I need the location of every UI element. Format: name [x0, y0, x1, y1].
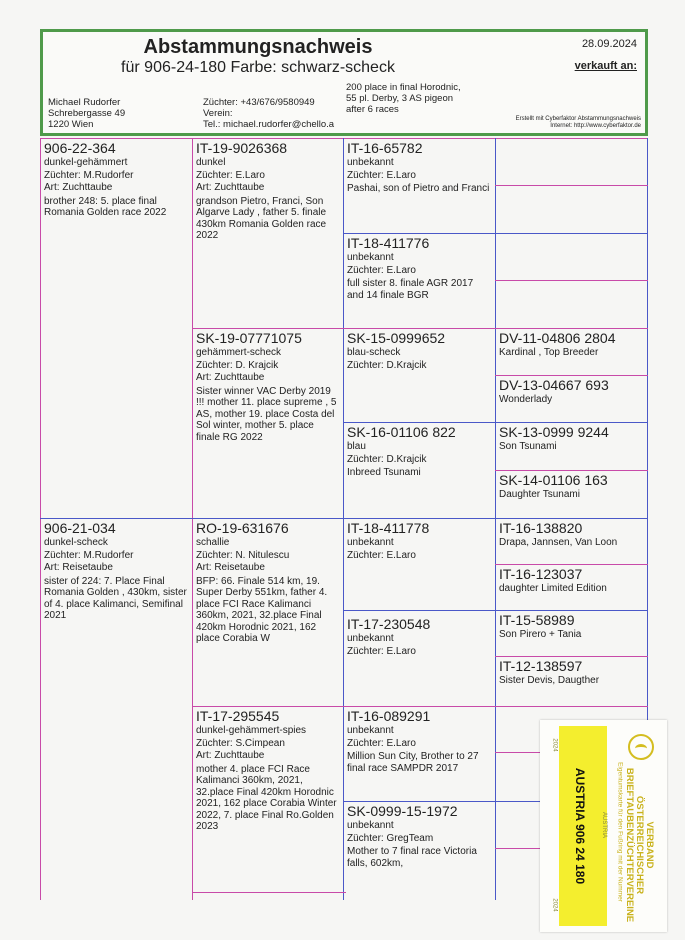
- row-divider: [495, 375, 648, 376]
- ring-number: SK-14-01106 163: [499, 472, 608, 488]
- pigeon-color: unbekannt: [347, 537, 394, 548]
- ring-number: IT-16-138820: [499, 520, 583, 536]
- great-grandparent-cell: [343, 422, 495, 518]
- ancestor-cell: [495, 518, 648, 564]
- sticker-year: 2024: [551, 898, 558, 912]
- ancestor-cell: [495, 564, 648, 610]
- pigeon-color: unbekannt: [347, 252, 394, 263]
- ring-number: DV-11-04806 2804: [499, 330, 616, 346]
- great-grandparent-cell: [343, 610, 495, 706]
- breeder: Züchter: E.Laro: [347, 264, 416, 276]
- pigeon-color: gehämmert-scheck: [196, 347, 282, 358]
- pigeon-note: Pashai, son of Pietro and Franci: [347, 183, 490, 194]
- pigeon-note: Son Pirero + Tania: [499, 629, 582, 640]
- ancestor-cell: [495, 422, 648, 470]
- ring-number: IT-12-138597: [499, 658, 583, 674]
- grandparent-cell: [192, 706, 343, 900]
- pigeon-color: blau: [347, 441, 366, 452]
- pigeon-note: Inbreed Tsunami: [347, 467, 421, 478]
- breeder: Züchter: GregTeam: [347, 832, 434, 844]
- pigeon-color: schallie: [196, 537, 230, 548]
- breeder: Züchter: M.Rudorfer: [44, 169, 134, 181]
- row-divider: [192, 706, 648, 707]
- breeder: Züchter: N. Nitulescu: [196, 549, 290, 561]
- ring-number: IT-16-089291: [347, 708, 431, 724]
- pigeon-logo-icon: [628, 734, 654, 760]
- pigeon-color: dunkel: [196, 157, 226, 168]
- pigeon-note: Drapa, Jannsen, Van Loon: [499, 537, 618, 548]
- pigeon-color: blau-scheck: [347, 347, 401, 358]
- sticker-country: AUSTRIA: [601, 811, 608, 839]
- pigeon-color: dunkel-gehämmert: [44, 157, 128, 168]
- breeder: Züchter: E.Laro: [347, 549, 416, 561]
- grandparent-cell: [192, 328, 343, 518]
- pigeon-note: grandson Pietro, Franci, Son Algarve Lady , father 5. finale 430km Romania Golden race 2022: [196, 195, 327, 241]
- ancestor-cell: [495, 375, 648, 422]
- column-divider: [343, 138, 344, 900]
- sticker-ring-number: AUSTRIA 906 24 180: [573, 767, 587, 885]
- great-grandparent-cell: [343, 233, 495, 328]
- great-grandparent-cell: [343, 706, 495, 801]
- document-subtitle: für 906-24-180 Farbe: schwarz-scheck: [121, 59, 395, 76]
- pigeon-note: mother 4. place FCI Race Kalimanci 360km, 2021, 32.place Final 420km Horodnic 2021, 162 place Corabia Winter 2022, 7. place Final Ro.Golden 2023: [196, 763, 337, 832]
- software-credit: Erstellt mit Cyberfaktor Abstammungsnachweis Internet: http://www.cyberfaktor.de: [515, 116, 641, 129]
- ring-number: IT-15-58989: [499, 612, 575, 628]
- row-divider: [192, 892, 346, 893]
- breeder: Züchter: D.Krajcik: [347, 453, 427, 465]
- ancestor-cell: [495, 610, 648, 656]
- great-grandparent-cell: [343, 138, 495, 233]
- great-grandparent-cell: [343, 328, 495, 422]
- pigeon-color: unbekannt: [347, 820, 394, 831]
- ring-number: DV-13-04667 693: [499, 377, 609, 393]
- pigeon-type: Art: Zuchttaube: [44, 182, 113, 193]
- ring-number: 906-21-034: [44, 520, 116, 536]
- grid-border: [40, 138, 41, 900]
- great-grandparent-cell: [343, 518, 495, 610]
- pigeon-note: Million Sun City, Brother to 27 final race SAMPDR 2017: [347, 751, 479, 774]
- breeder: Züchter: E.Laro: [196, 169, 265, 181]
- parent-cell: [40, 138, 192, 518]
- pigeon-note: Sister Devis, Daugther: [499, 675, 600, 686]
- row-divider: [495, 470, 648, 471]
- ring-number: SK-0999-15-1972: [347, 803, 458, 819]
- ring-number: IT-19-9026368: [196, 140, 288, 156]
- subject-achievements: 200 place in final Horodnic, 55 pl. Derby, 3 AS pigeon after 6 races: [346, 82, 461, 115]
- row-divider: [495, 656, 648, 657]
- breeder: Züchter: E.Laro: [347, 737, 416, 749]
- pigeon-color: unbekannt: [347, 157, 394, 168]
- pigeon-note: sister of 224: 7. Place Final Romania Golden , 430km, sister of 4. place Kalimanci, Semifinal 2021: [44, 575, 187, 621]
- breeder: Züchter: E.Laro: [347, 169, 416, 181]
- ring-number: SK-15-0999652: [347, 330, 446, 346]
- ring-number: IT-17-230548: [347, 616, 431, 632]
- row-divider: [495, 280, 648, 281]
- ring-number: SK-16-01106 822: [347, 424, 456, 440]
- sticker-organization: VERBAND ÖSTERREICHISCHER BRIEFTAUBENZÜCHTERVEREINE: [624, 767, 655, 923]
- pigeon-type: Art: Reisetaube: [196, 562, 265, 573]
- breeder: Züchter: D. Krajcik: [196, 359, 279, 371]
- ring-sticker: [540, 720, 667, 932]
- row-divider: [40, 518, 648, 519]
- breeder: Züchter: M.Rudorfer: [44, 549, 134, 561]
- column-divider: [192, 138, 193, 900]
- header-box: [40, 29, 648, 136]
- pigeon-type: Art: Zuchttaube: [196, 750, 265, 761]
- pigeon-note: Son Tsunami: [499, 441, 557, 452]
- ancestor-cell: [495, 328, 648, 375]
- ring-number: IT-17-295545: [196, 708, 280, 724]
- pigeon-color: dunkel-scheck: [44, 537, 108, 548]
- ring-number: 906-22-364: [44, 140, 116, 156]
- ring-number: IT-18-411778: [347, 520, 430, 536]
- pigeon-note: brother 248: 5. place final Romania Golden race 2022: [44, 195, 167, 218]
- document-title: Abstammungsnachweis: [143, 36, 373, 58]
- breeder-contact: Züchter: +43/676/9580949 Verein: Tel.: michael.rudorfer@chello.a: [203, 97, 335, 130]
- ring-number: SK-13-0999 9244: [499, 424, 609, 440]
- pigeon-color: dunkel-gehämmert-spies: [196, 725, 307, 736]
- row-divider: [495, 564, 648, 565]
- sticker-year: 2024: [551, 738, 558, 752]
- pigeon-type: Art: Zuchttaube: [196, 372, 265, 383]
- ring-number: IT-16-65782: [347, 140, 423, 156]
- ring-number: IT-16-123037: [499, 566, 583, 582]
- pigeon-color: unbekannt: [347, 633, 394, 644]
- pigeon-note: Kardinal , Top Breeder: [499, 347, 599, 358]
- ring-number: RO-19-631676: [196, 520, 289, 536]
- pigeon-type: Art: Reisetaube: [44, 562, 113, 573]
- grid-border: [647, 138, 648, 728]
- grandparent-cell: [192, 138, 343, 328]
- row-divider: [343, 610, 648, 611]
- ancestor-cell: [495, 656, 648, 706]
- breeder: Züchter: D.Krajcik: [347, 359, 427, 371]
- row-divider: [192, 328, 648, 329]
- grandparent-cell: [192, 518, 343, 706]
- row-divider: [495, 185, 648, 186]
- ancestor-cell: [495, 470, 648, 518]
- document-date: 28.09.2024: [581, 38, 637, 50]
- column-divider: [495, 138, 496, 900]
- pigeon-note: BFP: 66. Finale 514 km, 19. Super Derby 551km, father 4. place FCI Race Kalimanci 360km, 2021, 32.place Final 420km Horodnic 2021, 162 place Corabia W: [196, 575, 328, 644]
- grid-border: [40, 138, 648, 139]
- row-divider: [343, 422, 648, 423]
- pigeon-note: Sister winner VAC Derby 2019 !!! mother 11. place supreme , 5 AS, mother 19. place Costa del Sol winter, mother 5. place finale RG 2022: [196, 385, 337, 443]
- sticker-property-text: Eigentumskarte für den Fußring mit der Nummer: [616, 762, 624, 902]
- pigeon-note: Mother to 7 final race Victoria falls, 602km,: [347, 846, 477, 869]
- ring-number: SK-19-07771075: [196, 330, 302, 346]
- sold-to-label: verkauft an:: [574, 60, 637, 72]
- breeder: Züchter: E.Laro: [347, 645, 416, 657]
- pigeon-note: Wonderlady: [499, 394, 553, 405]
- pigeon-note: Daughter Tsunami: [499, 489, 580, 500]
- row-divider: [343, 233, 648, 234]
- owner-address: Michael Rudorfer Schrebergasse 49 1220 Wien: [48, 97, 126, 130]
- pigeon-note: daughter Limited Edition: [499, 583, 607, 594]
- breeder: Züchter: S.Cimpean: [196, 737, 285, 749]
- ring-number: IT-18-411776: [347, 235, 430, 251]
- pigeon-color: unbekannt: [347, 725, 394, 736]
- pigeon-type: Art: Zuchttaube: [196, 182, 265, 193]
- parent-cell: [40, 518, 192, 900]
- pigeon-note: full sister 8. finale AGR 2017 and 14 finale BGR: [347, 278, 474, 301]
- great-grandparent-cell: [343, 801, 495, 900]
